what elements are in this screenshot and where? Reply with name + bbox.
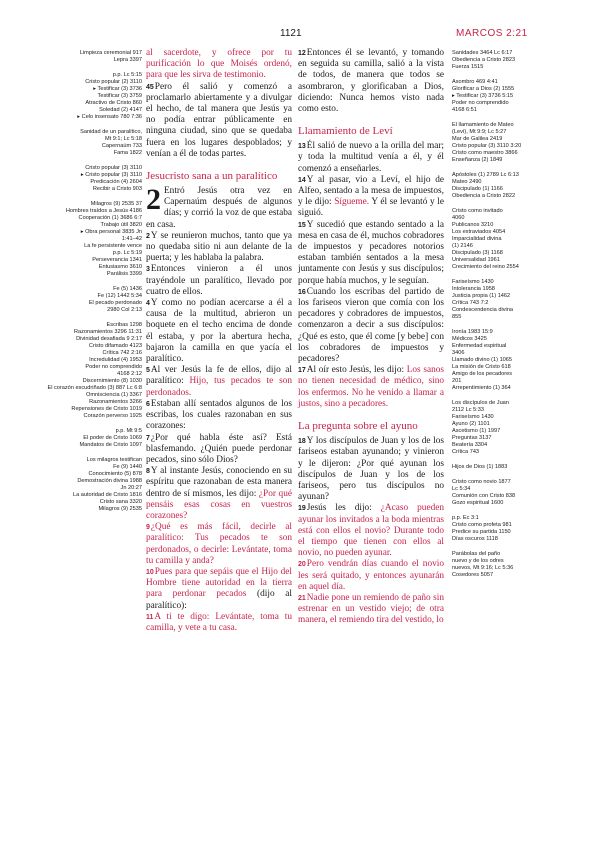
verse-13: $^{13}$Él salió de nuevo a la orilla del mar; y toda la multitud venía a él, y él comenzó a enseñarles. xyxy=(298,141,444,174)
text-column-right xyxy=(298,48,444,627)
margin-note: nuevos, Mt 9:16; Lc 5:36 xyxy=(452,565,514,571)
margin-note: Lepra 3397 xyxy=(113,57,142,63)
margin-note: Beatería 3304 xyxy=(452,442,488,448)
margin-note: 2112 Lc 5:33 xyxy=(452,407,484,413)
margin-note: Fama 1822 xyxy=(113,150,142,156)
margin-note: Días oscuros 1118 xyxy=(452,536,498,542)
margin-note: Crecimiento del reino 2554 xyxy=(452,264,519,270)
margin-note: Hombres traídos a Jesús 4186 xyxy=(65,208,142,214)
margin-note: La fe persistente vence xyxy=(84,243,142,249)
margin-note: Sanidades 3464 Lc 6:17 xyxy=(452,50,513,56)
verse-16: $^{16}$Cuando los escribas del partido de los fariseos vieron que comía con los pecadores y cobradores de impuestos, comenzaron a decir a sus discípulos: ¿Qué es esto, que él come [y bebe] con los cobradores de impuestos y pecadores? xyxy=(298,286,444,365)
margin-note: Cooperación (1) 3686 6:7 xyxy=(78,215,142,221)
margin-note: Comunión con Cristo 838 xyxy=(452,493,516,499)
section-heading: Jesucristo sana a un paralítico xyxy=(146,170,278,183)
margin-note: p.p. Mt 9:5 xyxy=(115,428,142,434)
margin-note: Trabajo útil 3820 xyxy=(100,222,142,228)
margin-note: Entusiasmo 3610 xyxy=(98,264,142,270)
margin-note: (1) 2146 xyxy=(452,243,473,249)
margin-note: Predicación (4) 2604 xyxy=(90,179,142,185)
margin-note: El llamamiento de Mateo xyxy=(452,122,514,128)
margin-note: Intolerancia 1958 xyxy=(452,286,495,292)
margin-note: Crítica 743 7:2 xyxy=(452,300,489,306)
margin-note: Los extraviados 4054 xyxy=(452,229,506,235)
margin-note: 4060 xyxy=(452,215,465,221)
margin-note: El corazón escudriñado (3) 887 Lc 6:8 xyxy=(47,385,142,391)
margin-note: Cristo popular (3) 3110 3:20 xyxy=(452,143,522,149)
verse-44-end: al sacerdote, y ofrece por tu purificación lo que Moisés ordenó, para que les sirva de testimonio. xyxy=(146,48,292,81)
verse-4: $^4$Y como no podían acercarse a él a causa de la multitud, abrieron un boquete en el techo encima de donde él estaba, y por la abertura hecha, bajaron la camilla en que yacía el paralítico. xyxy=(146,298,292,365)
margin-note: Amigo de los pecadores xyxy=(452,371,513,377)
margin-note: Publicanos 3210 xyxy=(452,222,494,228)
margin-note: (Leví), Mt 9:9; Lc 5:27 xyxy=(452,129,507,135)
margin-note: Discernimiento (8) 1030 xyxy=(82,378,142,384)
verse-9: $^9$¿Qué es más fácil, decirle al paralítico: Tus pecados te son perdonados, o decirle: Levántate, toma tu camilla y anda? xyxy=(146,522,292,566)
margin-note: Fariseísmo 1430 xyxy=(452,279,494,285)
margin-note: Razonamientos 3266 xyxy=(89,399,142,405)
page-number: 1121 xyxy=(280,28,302,39)
text-column-left xyxy=(146,48,292,634)
verse-2: $^2$Y se reunieron muchos, tanto que ya no quedaba sitio ni aun delante de la puerta; y les hablaba la palabra. xyxy=(146,230,292,264)
verse-21: $^{21}$Nadie pone un remiendo de paño sin estrenar en un vestido viejo; de otra manera, el remiendo tira del vestido, lo xyxy=(298,592,444,626)
verse-15: $^{15}$Y sucedió que estando sentado a la mesa en casa de él, muchos cobradores de impuestos y pecadores notorios estaban también sentados a la mesa juntamente con Jesús y sus discípulos; porque había muchos, y le seguían. xyxy=(298,219,444,286)
margin-note: La autoridad de Cristo 1816 xyxy=(72,492,142,498)
section-heading: La pregunta sobre el ayuno xyxy=(298,420,418,433)
margin-note: Omnisciencia (1) 3367 xyxy=(86,392,142,398)
margin-note: Condescendencia divina xyxy=(452,307,513,313)
margin-note: Fuerza 1515 xyxy=(452,64,484,70)
margin-note: Milagros (9) 2535 xyxy=(98,506,142,512)
margin-note: Fe (9) 1440 xyxy=(113,464,142,470)
verse-8: $^8$Y al instante Jesús, conociendo en su espíritu que razonaban de esta manera dentro de sí mismos, les dijo: ¿Por qué pensáis esas cosas en vuestros corazones? xyxy=(146,466,292,521)
verse-1: 2 Entró Jesús otra vez en Capernaúm después de algunos días; y corrió la voz de que estaba en casa. xyxy=(146,183,292,230)
verse-5: $^5$Al ver Jesús la fe de ellos, dijo al paralítico: Hijo, tus pecados te son perdonados. xyxy=(146,365,292,398)
margin-note: Justicia propia (1) 1462 xyxy=(452,293,511,299)
margin-note: Hijos de Dios (1) 1883 xyxy=(452,464,508,470)
margin-note: Fe (5) 1436 xyxy=(113,286,142,292)
margin-note: Crítica 742 2:16 xyxy=(102,350,142,356)
margin-note: 855 xyxy=(452,314,462,320)
margin-note: Obediencia a Cristo 2823 xyxy=(452,57,516,63)
chapter-number: 2 xyxy=(146,183,161,217)
margin-note: Capernaúm 733 xyxy=(101,143,142,149)
verse-19: $^{19}$Jesús les dijo: ¿Acaso pueden ayunar los invitados a la boda mientras está con ellos el novio? Durante todo el tiempo que tienen con ellos al novio, no pueden ayunar. xyxy=(298,503,444,559)
verse-number: 45 xyxy=(146,83,154,91)
verse-14: $^{14}$Y al pasar, vio a Leví, el hijo de Alfeo, sentado a la mesa de impuestos, y le dijo: Sígueme. Y él se levantó y le siguió. xyxy=(298,174,444,219)
margin-note: nuevo y de los odres xyxy=(452,558,504,564)
margin-note: Perseverancia 1341 xyxy=(92,257,142,263)
margin-note: Gozo espiritual 1600 xyxy=(452,500,504,506)
left-margin-notes xyxy=(30,50,142,513)
margin-note: Enfermedad espiritual xyxy=(452,343,507,349)
margin-note: 3406 xyxy=(452,350,465,356)
verse-18: $^{18}$Y los discípulos de Juan y los de los fariseos estaban ayunando; y vinieron y le dijeron: ¿Por qué ayunan los discípulos de Juan y los de los fariseos, pero tus discípulos no ayunan? xyxy=(298,436,444,503)
verse-6: $^6$Estaban allí sentados algunos de los escribas, los cuales razonaban en sus corazones: xyxy=(146,398,292,432)
margin-note: p.p. Lc 5:15 xyxy=(112,72,142,78)
margin-note: Mt 9:1; Lc 5:18 xyxy=(104,136,142,142)
margin-note: Cristo como invitado xyxy=(452,208,503,214)
margin-note: Cristo sana 3320 xyxy=(99,499,142,505)
margin-note: Llamado divino (1) 1065 xyxy=(452,357,513,363)
margin-note: Mar de Galilea 2419 xyxy=(452,136,503,142)
margin-note: Repensiones de Cristo 1019 xyxy=(71,406,142,412)
margin-note: Obediencia a Cristo 2822 xyxy=(452,193,516,199)
margin-note: Fe (12) 1442 5:34 xyxy=(97,293,142,299)
verse-20: $^{20}$Pero vendrán días cuando el novio les será quitado, y entonces ayunarán en aquel día. xyxy=(298,559,444,592)
margin-note: Recibir a Cristo 903 xyxy=(92,186,142,192)
margin-note: Cristo popular (2) 3110 xyxy=(85,79,142,85)
margin-note: Cristo popular (3) 3110 xyxy=(85,165,142,171)
margin-note: Apóstoles (1) 2789 Lc 6:13 xyxy=(452,172,519,178)
margin-note: Poder no comprendido xyxy=(85,364,142,370)
right-margin-notes xyxy=(452,50,564,579)
margin-note: ▸ Testificar (3) 3736 5:15 xyxy=(452,93,514,99)
margin-note: Cristo como maestro 3866 xyxy=(452,150,518,156)
margin-note: Imparcialidad divina xyxy=(452,236,502,242)
margin-note: Lc 5:34 xyxy=(452,486,471,492)
margin-note: Parábolas del paño xyxy=(452,551,501,557)
margin-note: Escribas 1298 xyxy=(106,322,142,328)
margin-note: El pecado perdonado xyxy=(88,300,142,306)
margin-note: Enseñanza (2) 1849 xyxy=(452,157,503,163)
margin-note: Ascetismo (1) 1997 xyxy=(452,428,501,434)
margin-note: 4168 2:12 xyxy=(117,371,142,377)
margin-note: Los discípulos de Juan xyxy=(452,400,509,406)
margin-note: Crítica 743 xyxy=(452,449,480,455)
margin-note: Ayuno (2) 1101 xyxy=(452,421,490,427)
margin-note: ▸ Celo insensato 780 7:36 xyxy=(77,114,142,120)
margin-note: Universalidad 1961 xyxy=(452,257,500,263)
verse-10: $^{10}$Pues para que sepáis que el Hijo del Hombre tiene autoridad en la tierra para perdonar pecados (dijo al paralítico): xyxy=(146,566,293,611)
margin-note: Ironía 1983 15:9 xyxy=(452,329,493,335)
margin-note: Razonamientos 3296 11:31 xyxy=(73,329,142,335)
margin-note: Parálisis 3399 xyxy=(106,271,142,277)
section-heading: Llamamiento de Leví xyxy=(298,125,393,138)
margin-note: Poder no comprendido xyxy=(452,100,509,106)
margin-note: Médicos 3425 xyxy=(452,336,487,342)
margin-note: Los milagros testifican xyxy=(86,457,142,463)
margin-note: Sanidad de un paralítico, xyxy=(80,129,142,135)
margin-note: Cristo difamado 4123 xyxy=(88,343,142,349)
margin-note: Corazón perverso 1925 xyxy=(83,413,142,419)
margin-note: Conocimiento (5) 878 xyxy=(88,471,142,477)
margin-note: Incredulidad (4) 1953 xyxy=(89,357,142,363)
margin-note: Demostración divina 1988 xyxy=(77,478,142,484)
margin-note: Cristo como profeta 981 xyxy=(452,522,512,528)
margin-note: p.p. Lc 5:19 xyxy=(112,250,142,256)
margin-note: Discipulado (1) 1166 xyxy=(452,186,503,192)
margin-note: ▸ Obra personal 3835 Jn xyxy=(80,229,142,235)
margin-note: Testificar (3) 3759 xyxy=(97,93,142,99)
verse-11: $^{11}$A ti te digo: Levántate, toma tu camilla, y vete a tu casa. xyxy=(146,611,292,633)
margin-note: ▸ Testificar (3) 3736 xyxy=(93,86,142,92)
margin-note: Cristo como novio 1877 xyxy=(452,479,511,485)
chapter-reference: MARCOS 2:21 xyxy=(456,28,528,39)
margin-note: Soledad (2) 4147 xyxy=(99,107,142,113)
margin-note: La misión de Cristo 618 xyxy=(452,364,511,370)
margin-note: Predice su partida 1150 xyxy=(452,529,511,535)
margin-note: Limpieza ceremonial 917 xyxy=(79,50,142,56)
margin-note: Atractivo de Cristo 860 xyxy=(85,100,142,106)
margin-note: 2980 Col 2:13 xyxy=(107,307,142,313)
margin-note: p.p. Ec 3:1 xyxy=(452,515,479,521)
verse-17: $^{17}$Al oír esto Jesús, les dijo: Los sanos no tienen necesidad de médico, sino los enfermos. No he venido a llamar a justos, sino a pecadores. xyxy=(298,365,444,409)
margin-note: Fariseísmo 1430 xyxy=(452,414,494,420)
margin-note: 1:41–42 xyxy=(121,236,142,242)
verse-7: $^7$¿Por qué habla éste así? Está blasfemando. ¿Quién puede perdonar pecados, sino sólo Dios? xyxy=(146,432,292,465)
margin-note: Mandatos de Cristo 1097 xyxy=(79,442,142,448)
margin-note: Mateo 2490 xyxy=(452,179,482,185)
margin-note: Discipulado (3) 1168 xyxy=(452,250,503,256)
margin-note: 4168 6:51 xyxy=(452,107,477,113)
margin-note: Preguntas 3137 xyxy=(452,435,492,441)
margin-note: El poder de Cristo 1069 xyxy=(83,435,142,441)
margin-note: Asombro 469 4:41 xyxy=(452,79,498,85)
margin-note: 201 xyxy=(452,378,462,384)
verse-3: $^3$Entonces vinieron a él unos trayéndole un paralítico, llevado por cuatro de ellos. xyxy=(146,264,292,297)
margin-note: Jn 20:27 xyxy=(120,485,142,491)
margin-note: Cosedores 5057 xyxy=(452,572,494,578)
verse-45: $^{45}$Pero él salió y comenzó a proclamarlo abiertamente y a divulgar el hecho, de tal manera que Jesús ya no podía entrar públicamente en ninguna ciudad, sino que se quedaba fuera en los lugares despoblados; y venían a él de todas partes. xyxy=(146,81,292,159)
margin-note: Arrepentimiento (1) 364 xyxy=(452,385,511,391)
margin-note: Divinidad desafiada 9 2:17 xyxy=(76,336,142,342)
verse-12: $^{12}$Entonces él se levantó, y tomando en seguida su camilla, salió a la vista de todos, de manera que todos se asombraron, y glorificaban a Dios, diciendo: Nunca hemos visto nada como esto. xyxy=(298,48,444,115)
margin-note: Milagros (9) 2535 37 xyxy=(90,201,142,207)
margin-note: Glorificar a Dios (2) 1555 xyxy=(452,86,515,92)
margin-note: ▸ Cristo popular (3) 3110 xyxy=(80,172,142,178)
